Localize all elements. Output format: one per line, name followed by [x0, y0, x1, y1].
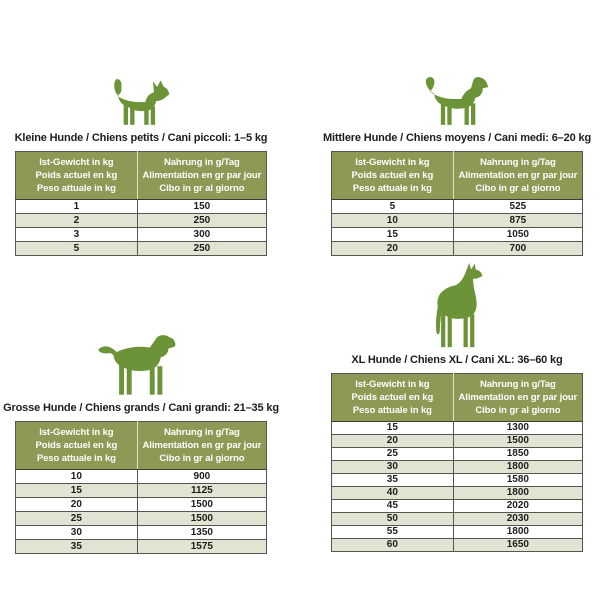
weight-column-header: [332, 152, 454, 200]
food-amount-cell: 1350: [137, 526, 266, 540]
header-line-de: Nahrung in g/Tag: [163, 427, 240, 438]
table-title-medium: Mittlere Hunde / Chiens moyens / Cani medi: 6–20 kg: [322, 132, 592, 144]
table-row: [16, 498, 267, 512]
food-amount-cell: 525: [453, 200, 582, 214]
table-row: [332, 435, 583, 448]
weight-cell: 45: [332, 500, 454, 513]
food-amount-cell: 1800: [453, 461, 582, 474]
food-amount-cell: 250: [137, 214, 266, 228]
weight-cell: 2: [16, 214, 138, 228]
weight-cell: 20: [16, 498, 138, 512]
weight-cell: 35: [16, 540, 138, 554]
weight-cell: 25: [16, 512, 138, 526]
header-line-it: Cibo in gr al giorno: [475, 405, 561, 416]
table-title-large: Grosse Hunde / Chiens grands / Cani grandi: 21–35 kg: [3, 402, 279, 414]
table-header: [332, 374, 583, 422]
header-line-fr: Alimentation en gr par jour: [142, 170, 262, 181]
weight-cell: 50: [332, 513, 454, 526]
table-row: [16, 526, 267, 540]
feeding-table-medium: [331, 151, 583, 256]
weight-cell: 10: [16, 470, 138, 484]
table-row: [332, 539, 583, 552]
weight-cell: 20: [332, 242, 454, 256]
header-line-it: Cibo in gr al giorno: [475, 183, 561, 194]
header-line-it: Cibo in gr al giorno: [159, 453, 245, 464]
table-body: [332, 422, 583, 552]
table-row: [332, 526, 583, 539]
table-body: [16, 470, 267, 554]
table-row: [332, 487, 583, 500]
food-amount-cell: 875: [453, 214, 582, 228]
food-amount-cell: 900: [137, 470, 266, 484]
weight-cell: 5: [332, 200, 454, 214]
table-row: [332, 200, 583, 214]
feeding-section-large-dogs: [3, 331, 279, 554]
table-header: [16, 152, 267, 200]
table-row: [332, 228, 583, 242]
table-body: [16, 200, 267, 256]
table-row: [16, 470, 267, 484]
table-row: [332, 474, 583, 487]
weight-cell: 25: [332, 448, 454, 461]
weight-cell: 60: [332, 539, 454, 552]
weight-cell: 15: [332, 228, 454, 242]
weight-cell: 30: [16, 526, 138, 540]
food-amount-cell: 1850: [453, 448, 582, 461]
header-line-fr: Poids actuel en kg: [35, 170, 118, 181]
weight-cell: 10: [332, 214, 454, 228]
header-line-fr: Poids actuel en kg: [351, 170, 434, 181]
header-line-de: Ist-Gewicht in kg: [39, 427, 114, 438]
weight-cell: 5: [16, 242, 138, 256]
feeding-table-small: [15, 151, 267, 256]
weight-cell: 35: [332, 474, 454, 487]
weight-cell: 15: [16, 484, 138, 498]
table-header: [16, 422, 267, 470]
header-line-it: Peso attuale in kg: [352, 405, 432, 416]
weight-cell: 3: [16, 228, 138, 242]
header-line-fr: Alimentation en gr par jour: [458, 392, 578, 403]
food-amount-cell: 2020: [453, 500, 582, 513]
weight-cell: 40: [332, 487, 454, 500]
header-line-it: Peso attuale in kg: [352, 183, 432, 194]
xl-dog-icon: [421, 261, 493, 349]
food-amount-cell: 1800: [453, 487, 582, 500]
small-dog-icon: [106, 73, 176, 127]
food-amount-cell: 700: [453, 242, 582, 256]
table-row: [332, 448, 583, 461]
table-title-xl: XL Hunde / Chiens XL / Cani XL: 36–60 kg: [351, 354, 563, 366]
header-line-fr: Alimentation en gr par jour: [458, 170, 578, 181]
food-amount-cell: 1575: [137, 540, 266, 554]
food-amount-cell: 1500: [137, 498, 266, 512]
weight-cell: 30: [332, 461, 454, 474]
weight-cell: 55: [332, 526, 454, 539]
food-amount-cell: 1580: [453, 474, 582, 487]
table-row: [332, 422, 583, 435]
header-line-it: Peso attuale in kg: [36, 453, 116, 464]
weight-cell: 20: [332, 435, 454, 448]
feeding-section-medium-dogs: [322, 71, 592, 256]
feeding-table-large: [15, 421, 267, 554]
table-row: [332, 461, 583, 474]
food-amount-cell: 2030: [453, 513, 582, 526]
large-dog-icon: [95, 331, 187, 397]
food-amount-cell: 250: [137, 242, 266, 256]
table-row: [16, 228, 267, 242]
table-row: [332, 513, 583, 526]
header-line-it: Peso attuale in kg: [36, 183, 116, 194]
weight-column-header: [16, 152, 138, 200]
table-row: [16, 512, 267, 526]
feeding-section-xl-dogs: [331, 261, 583, 552]
food-amount-cell: 1500: [137, 512, 266, 526]
header-line-de: Nahrung in g/Tag: [479, 379, 556, 390]
table-row: [16, 214, 267, 228]
food-amount-cell: 300: [137, 228, 266, 242]
table-header: [332, 152, 583, 200]
medium-dog-icon: [418, 71, 496, 127]
weight-cell: 1: [16, 200, 138, 214]
header-line-fr: Poids actuel en kg: [35, 440, 118, 451]
weight-column-header: [16, 422, 138, 470]
table-row: [16, 540, 267, 554]
table-row: [16, 242, 267, 256]
table-row: [16, 200, 267, 214]
food-column-header: [137, 152, 266, 200]
header-line-fr: Alimentation en gr par jour: [142, 440, 262, 451]
table-row: [332, 242, 583, 256]
food-column-header: [453, 152, 582, 200]
table-title-small: Kleine Hunde / Chiens petits / Cani piccoli: 1–5 kg: [14, 132, 268, 144]
header-line-de: Nahrung in g/Tag: [479, 157, 556, 168]
food-amount-cell: 1125: [137, 484, 266, 498]
header-line-de: Ist-Gewicht in kg: [355, 157, 430, 168]
table-row: [332, 500, 583, 513]
table-row: [332, 214, 583, 228]
header-line-fr: Poids actuel en kg: [351, 392, 434, 403]
food-amount-cell: 1650: [453, 539, 582, 552]
food-amount-cell: 1500: [453, 435, 582, 448]
table-body: [332, 200, 583, 256]
feeding-section-small-dogs: [15, 73, 267, 256]
food-amount-cell: 1050: [453, 228, 582, 242]
header-line-de: Ist-Gewicht in kg: [39, 157, 114, 168]
header-line-it: Cibo in gr al giorno: [159, 183, 245, 194]
food-amount-cell: 150: [137, 200, 266, 214]
food-column-header: [137, 422, 266, 470]
weight-cell: 15: [332, 422, 454, 435]
food-column-header: [453, 374, 582, 422]
food-amount-cell: 1800: [453, 526, 582, 539]
weight-column-header: [332, 374, 454, 422]
feeding-table-xl: [331, 373, 583, 552]
food-amount-cell: 1300: [453, 422, 582, 435]
table-row: [16, 484, 267, 498]
header-line-de: Nahrung in g/Tag: [163, 157, 240, 168]
header-line-de: Ist-Gewicht in kg: [355, 379, 430, 390]
